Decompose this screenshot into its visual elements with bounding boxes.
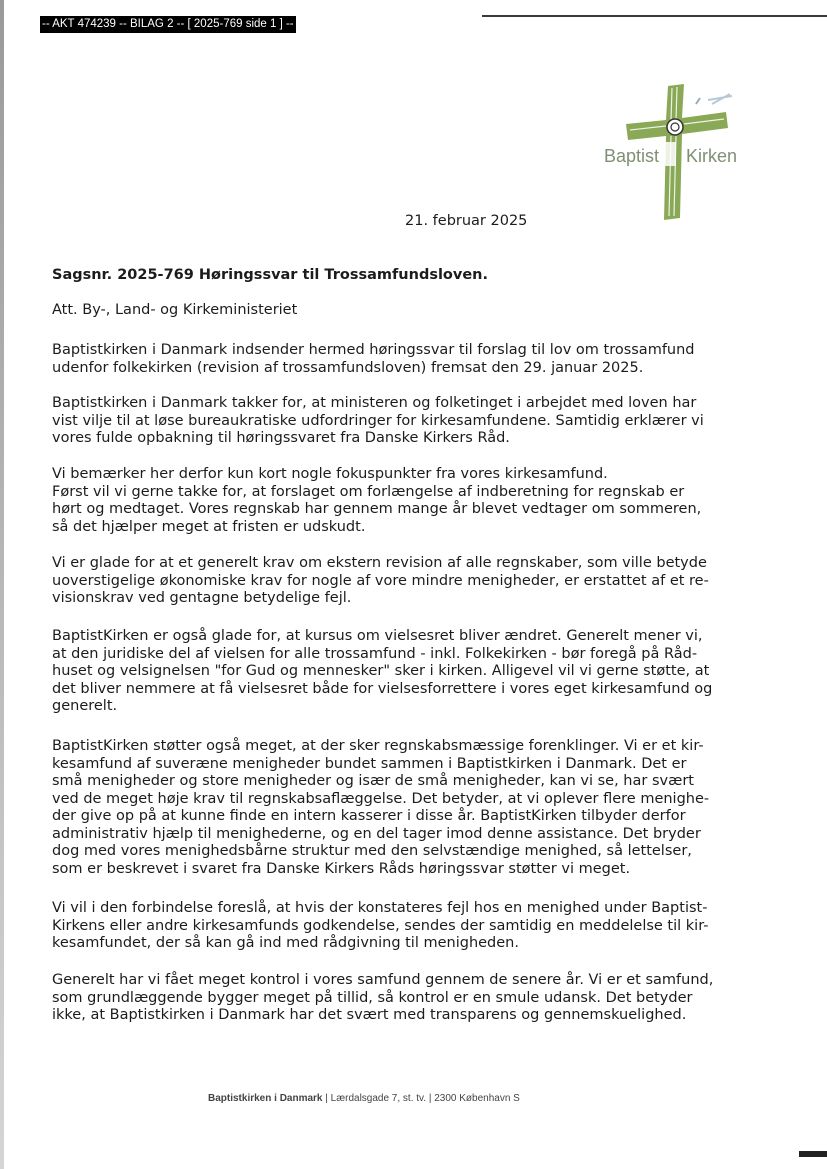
footer-org: Baptistkirken i Danmark: [208, 1093, 323, 1104]
logo-text-kirken: Kirken: [686, 146, 738, 166]
cross-logo-icon: [600, 84, 760, 224]
paragraph-vielsesret: BaptistKirken er også glade for, at kursus om vielsesret bliver ændret. Generelt mener vi, at den juridiske del af vielsen for alle trossamfund - inkl. Folkekirken - bør foregå på Råd- huset og velsignelsen "for Gud og mennesker" sker i kirken. Alligevel vil vi gerne støtte, at det bliver nemmere at få vielsesret både for vielsesforrettere i vores eget kirkesamfund og generelt.: [52, 628, 713, 714]
scan-corner-mark: [799, 1151, 827, 1157]
footer-address: | Lærdalsgade 7, st. tv. | 2300 København S: [325, 1093, 520, 1104]
paragraph-control: Generelt har vi fået meget kontrol i vores samfund gennem de senere år. Vi er et samfund, som grundlæggende bygger meget på tillid, så kontrol er en smule udansk. Det betyder ikke, at Baptistkirken i Danmark har det svært med transparens og gennemskuelighed.: [52, 972, 714, 1023]
letter-subject: Sagsnr. 2025-769 Høringssvar til Trossamfundsloven.: [52, 267, 489, 283]
scan-left-edge: [0, 0, 4, 1169]
scan-top-line: [482, 15, 827, 17]
paragraph-proposal: Vi vil i den forbindelse foreslå, at hvis der konstateres fejl hos en menighed under Baptist- Kirkens eller andre kirkesamfunds godkendelse, sendes der samtidig en meddelelse til kir- kesamfundet, der så kan gå ind med rådgivning til menigheden.: [52, 900, 709, 951]
document-stamp: -- AKT 474239 -- BILAG 2 -- [ 2025-769 side 1 ] --: [40, 16, 296, 33]
paragraph-thanks: Baptistkirken i Danmark takker for, at ministeren og folketinget i arbejdet med loven har vist vilje til at løse bureaukratiske udfordringer for kirkesamfundene. Samtidig erklærer vi vores fulde opbakning til høringssvaret fra Danske Kirkers Råd.: [52, 395, 704, 446]
logo-text-baptist: Baptist: [604, 146, 660, 166]
letter-footer: [208, 1093, 520, 1104]
baptistkirken-logo: [600, 84, 760, 224]
paragraph-revision: Vi er glade for at et generelt krav om ekstern revision af alle regnskaber, som ville betyde uoverstigelige økonomiske krav for nogle af vore mindre menigheder, er erstattet af et re- visionskrav ved gentagne betydelige fejl.: [52, 555, 709, 606]
paragraph-focus-points: Vi bemærker her derfor kun kort nogle fokuspunkter fra vores kirkesamfund. Først vil vi gerne takke for, at forslaget om forlængelse af indberetning for regnskab er hørt og medtaget. Vores regnskab har gennem mange år blevet vedtager om sommeren, så det hjælper meget at fristen er udskudt.: [52, 466, 702, 535]
paragraph-intro: Baptistkirken i Danmark indsender hermed høringssvar til forslag til lov om trossamfund udenfor folkekirken (revision af trossamfundsloven) fremsat den 29. januar 2025.: [52, 342, 695, 376]
letter-date: 21. februar 2025: [405, 213, 528, 229]
paragraph-simplification: BaptistKirken støtter også meget, at der sker regnskabsmæssige forenklinger. Vi er et kir- kesamfund af suveræne menigheder bundet sammen i Baptistkirken i Danmark. Det er små menigheder og store menigheder og især de små menigheder, kan vi se, har svært ved de meget høje krav til regnskabsaflæggelse. Det betyder, at vi oplever flere menighe- der give op på at kunne finde en intern kasserer i disse år. BaptistKirken tilbyder derfor administrativ hjælp til menighederne, og en del tager imod denne assistance. Det bryder dog med vores menighedsbårne struktur med den selvstændige menighed, så lettelser, som er beskrevet i svaret fra Danske Kirkers Råds høringssvar støtter vi meget.: [52, 738, 710, 877]
attention-line: Att. By-, Land- og Kirkeministeriet: [52, 302, 298, 318]
